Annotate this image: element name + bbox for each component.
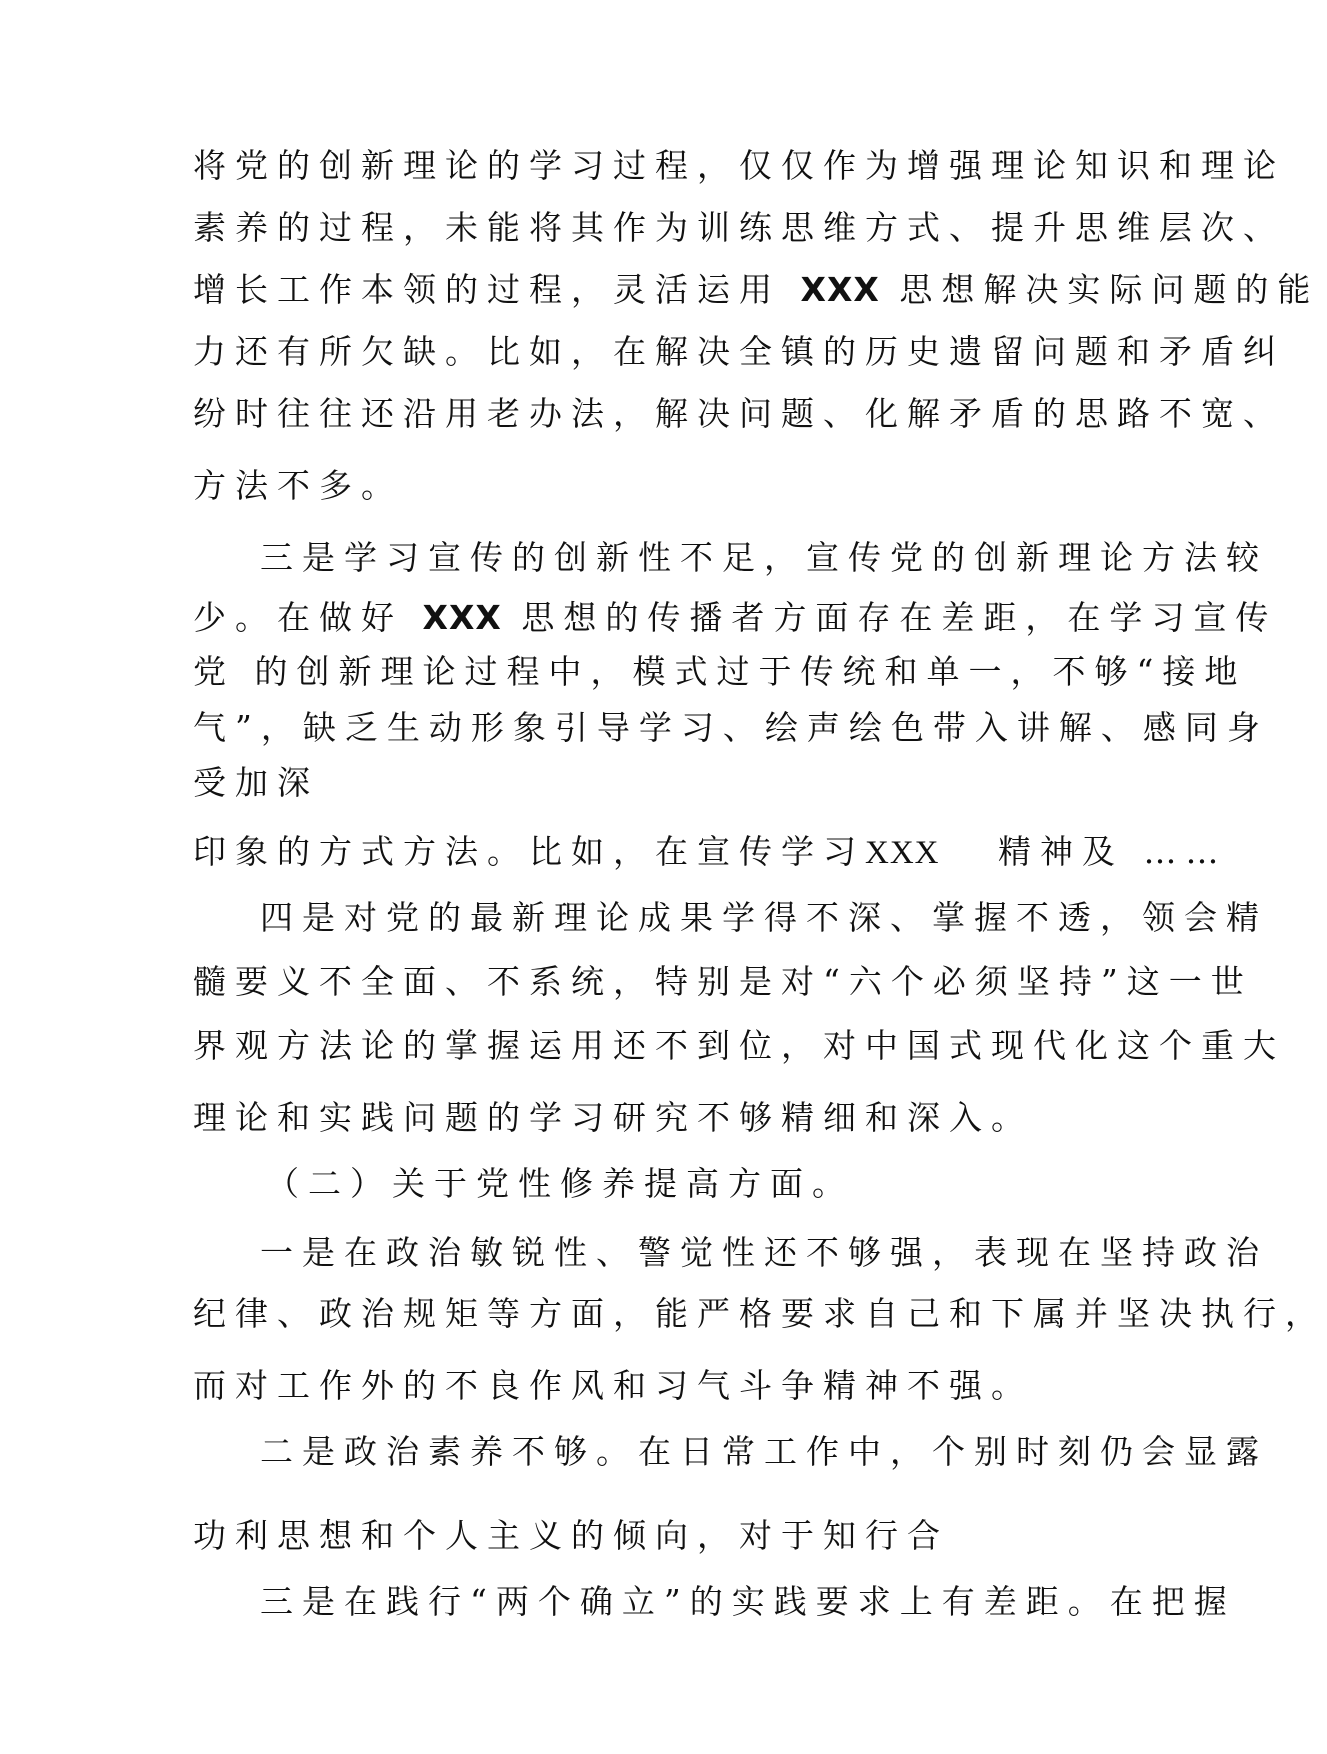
paragraph-line: 将党的创新理论的学习过程，仅仅作为增强理论知识和理论	[193, 146, 1285, 185]
paragraph-line: 纪律、政治规矩等方面，能严格要求自己和下属并坚决执行，	[193, 1294, 1327, 1333]
paragraph-line: 党 的创新理论过程中，模式过于传统和单一，不够“接地	[193, 652, 1247, 691]
paragraph-line: 素养的过程，未能将其作为训练思维方式、提升思维层次、	[193, 208, 1285, 247]
paragraph-line: 髓要义不全面、不系统，特别是对“六个必须坚持”这一世	[193, 962, 1253, 1001]
placeholder-xxx: XXX	[422, 598, 502, 637]
paragraph-line	[193, 270, 1319, 310]
text-span: 思想的传播者方面存在差距，在学习宣传	[521, 598, 1278, 637]
placeholder-xxx: XXX	[800, 270, 880, 309]
text-span: 少。在做好	[193, 598, 403, 637]
paragraph-line: 方法不多。	[193, 466, 403, 505]
paragraph-line: 界观方法论的掌握运用还不到位，对中国式现代化这个重大	[193, 1026, 1285, 1065]
section-heading: （二）关于党性修养提高方面。	[266, 1164, 854, 1203]
placeholder-xxx: XXX	[865, 835, 940, 871]
paragraph-line	[193, 598, 1277, 638]
paragraph-line: 功利思想和个人主义的倾向，对于知行合	[193, 1516, 949, 1555]
paragraph-line: 三是学习宣传的创新性不足，宣传党的创新理论方法较	[260, 538, 1268, 577]
paragraph-line: 气”，缺乏生动形象引导学习、绘声绘色带入讲解、感同身	[193, 708, 1269, 747]
paragraph-line: 纷时往往还沿用老办法，解决问题、化解矛盾的思路不宽、	[193, 394, 1285, 433]
paragraph-line: 三是在践行“两个确立”的实践要求上有差距。在把握	[260, 1582, 1236, 1621]
paragraph-line: 受加深	[193, 763, 319, 802]
paragraph-line: 四是对党的最新理论成果学得不深、掌握不透，领会精	[260, 898, 1268, 937]
text-span: 增长工作本领的过程，灵活运用	[193, 270, 781, 309]
paragraph-line: 理论和实践问题的学习研究不够精细和深入。	[193, 1098, 1033, 1137]
paragraph-line: 力还有所欠缺。比如，在解决全镇的历史遗留问题和矛盾纠	[193, 332, 1285, 371]
text-span: 印象的方式方法。比如，在宣传学习	[193, 832, 865, 871]
paragraph-line: 一是在政治敏锐性、警觉性还不够强，表现在坚持政治	[260, 1233, 1268, 1272]
text-span: 精神及 ……	[997, 832, 1228, 871]
paragraph-line	[193, 832, 1227, 873]
paragraph-line: 而对工作外的不良作风和习气斗争精神不强。	[193, 1366, 1033, 1405]
paragraph-line: 二是政治素养不够。在日常工作中，个别时刻仍会显露	[260, 1432, 1268, 1471]
text-span: 思想解决实际问题的能	[899, 270, 1320, 309]
